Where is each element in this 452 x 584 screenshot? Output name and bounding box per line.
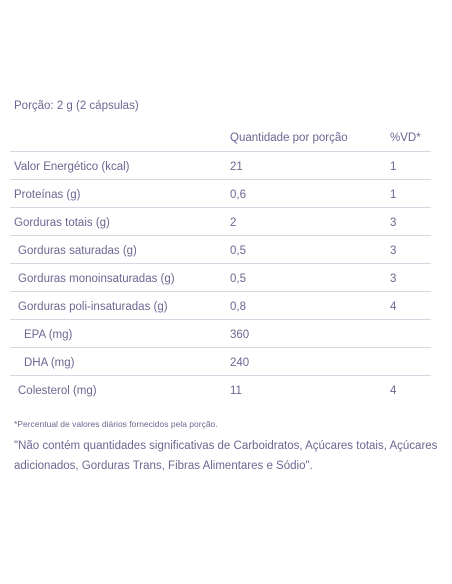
- header-quantity: Quantidade por porção: [230, 132, 348, 144]
- row-quantity: 0,5: [230, 245, 246, 257]
- row-name: Gorduras saturadas (g): [18, 245, 137, 257]
- row-vd: 1: [390, 161, 397, 173]
- vd-footnote: *Percentual de valores diários fornecidos pela porção.: [14, 419, 218, 429]
- row-vd: 4: [390, 301, 397, 313]
- row-name: Gorduras monoinsaturadas (g): [18, 273, 175, 285]
- row-vd: 3: [390, 245, 397, 257]
- row-name: Proteínas (g): [14, 189, 81, 201]
- row-vd: 4: [390, 385, 397, 397]
- table-row: [10, 320, 431, 348]
- nutrition-table: [10, 124, 431, 403]
- table-header: [10, 124, 431, 152]
- table-row: [10, 376, 431, 403]
- row-quantity: 0,8: [230, 301, 246, 313]
- row-quantity: 21: [230, 161, 243, 173]
- row-quantity: 360: [230, 329, 250, 341]
- row-quantity: 0,6: [230, 189, 246, 201]
- row-name: Gorduras totais (g): [14, 217, 110, 229]
- row-quantity: 240: [230, 357, 250, 369]
- disclaimer-text: "Não contém quantidades significativas de Carboidratos, Açúcares totais, Açúcares adicionados, Gorduras Trans, Fibras Alimentares e Sódio".: [14, 440, 438, 472]
- row-vd: 1: [390, 189, 397, 201]
- table-row: [10, 264, 431, 292]
- header-vd: %VD*: [390, 132, 421, 144]
- row-name: Valor Energético (kcal): [14, 161, 130, 173]
- table-row: [10, 292, 431, 320]
- row-name: Gorduras poli-insaturadas (g): [18, 301, 168, 313]
- row-quantity: 11: [230, 385, 242, 397]
- table-row: [10, 152, 431, 180]
- row-name: Colesterol (mg): [18, 385, 97, 397]
- row-vd: 3: [390, 217, 397, 229]
- table-row: [10, 208, 431, 236]
- table-row: [10, 348, 431, 376]
- row-vd: 3: [390, 273, 397, 285]
- table-row: [10, 180, 431, 208]
- table-row: [10, 236, 431, 264]
- portion-size: Porção: 2 g (2 cápsulas): [14, 100, 139, 112]
- row-quantity: 2: [230, 217, 237, 229]
- row-name: DHA (mg): [24, 357, 75, 369]
- row-quantity: 0,5: [230, 273, 246, 285]
- row-name: EPA (mg): [24, 329, 73, 341]
